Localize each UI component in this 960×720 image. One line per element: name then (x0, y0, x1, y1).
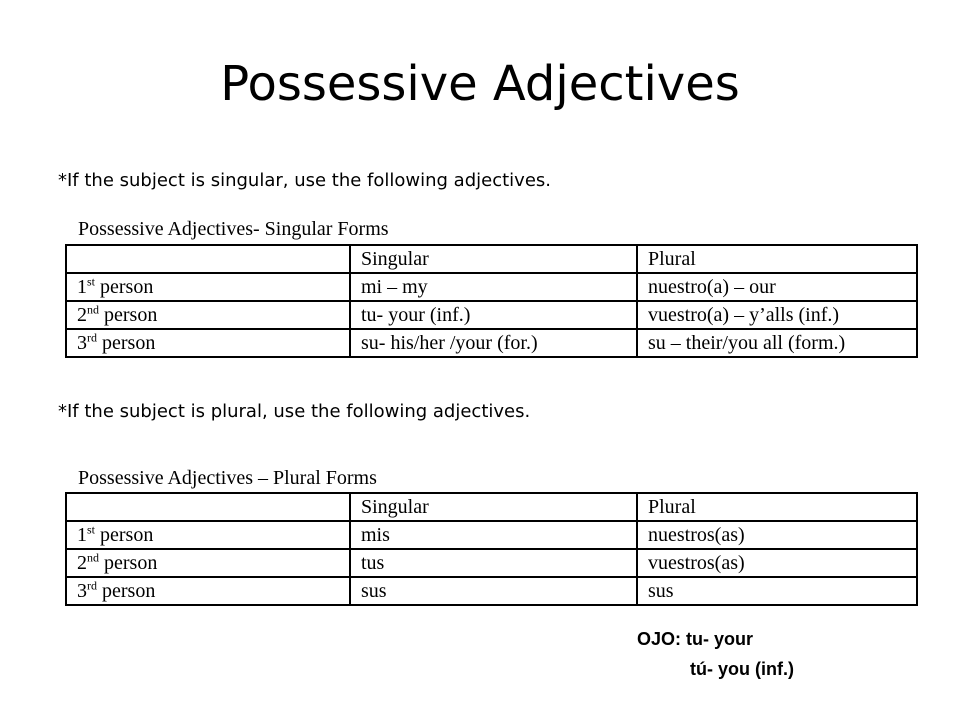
table-row (66, 577, 917, 605)
plural-forms-table (65, 492, 918, 606)
ordinal-suffix: rd (87, 330, 97, 345)
person-cell (66, 273, 350, 301)
header-cell-empty (66, 493, 350, 521)
header-cell-singular: Singular (350, 245, 637, 273)
singular-cell: tus (350, 549, 637, 577)
header-cell-plural: Plural (637, 245, 917, 273)
plural-cell: sus (637, 577, 917, 605)
person-number: 1 (77, 276, 87, 298)
person-cell (66, 521, 350, 549)
ojo-line-2: tú- you (inf.) (690, 659, 794, 679)
table-row (66, 273, 917, 301)
ordinal-suffix: st (87, 274, 96, 289)
person-number: 2 (77, 304, 87, 326)
table-row (66, 301, 917, 329)
slide-title: Possessive Adjectives (220, 56, 740, 112)
table-header-row (66, 493, 917, 521)
table-header-row (66, 245, 917, 273)
ordinal-suffix: st (87, 522, 96, 537)
table-row (66, 521, 917, 549)
table-row (66, 549, 917, 577)
plural-cell: vuestros(as) (637, 549, 917, 577)
singular-cell: mis (350, 521, 637, 549)
singular-cell: tu- your (inf.) (350, 301, 637, 329)
person-cell (66, 329, 350, 357)
ordinal-suffix: nd (87, 302, 99, 317)
person-word: person (99, 552, 158, 574)
table-row (66, 329, 917, 357)
person-cell (66, 301, 350, 329)
person-number: 2 (77, 552, 87, 574)
person-word: person (97, 332, 156, 354)
person-word: person (97, 580, 156, 602)
header-cell-singular: Singular (350, 493, 637, 521)
person-number: 3 (77, 580, 87, 602)
singular-forms-table (65, 244, 918, 358)
singular-subject-note: *If the subject is singular, use the following adjectives. (58, 170, 551, 191)
person-number: 3 (77, 332, 87, 354)
singular-cell: sus (350, 577, 637, 605)
plural-forms-caption: Possessive Adjectives – Plural Forms (78, 467, 377, 489)
plural-cell: nuestro(a) – our (637, 273, 917, 301)
singular-cell: mi – my (350, 273, 637, 301)
person-word: person (95, 524, 154, 546)
ordinal-suffix: nd (87, 550, 99, 565)
plural-subject-note: *If the subject is plural, use the following adjectives. (58, 401, 531, 422)
plural-cell: su – their/you all (form.) (637, 329, 917, 357)
person-word: person (95, 276, 154, 298)
person-number: 1 (77, 524, 87, 546)
header-cell-plural: Plural (637, 493, 917, 521)
ordinal-suffix: rd (87, 578, 97, 593)
ojo-line-1: OJO: tu- your (637, 629, 753, 649)
plural-cell: nuestros(as) (637, 521, 917, 549)
person-cell (66, 577, 350, 605)
person-word: person (99, 304, 158, 326)
singular-cell: su- his/her /your (for.) (350, 329, 637, 357)
person-cell (66, 549, 350, 577)
ojo-note (637, 624, 794, 684)
header-cell-empty (66, 245, 350, 273)
singular-forms-caption: Possessive Adjectives- Singular Forms (78, 218, 389, 240)
plural-cell: vuestro(a) – y’alls (inf.) (637, 301, 917, 329)
